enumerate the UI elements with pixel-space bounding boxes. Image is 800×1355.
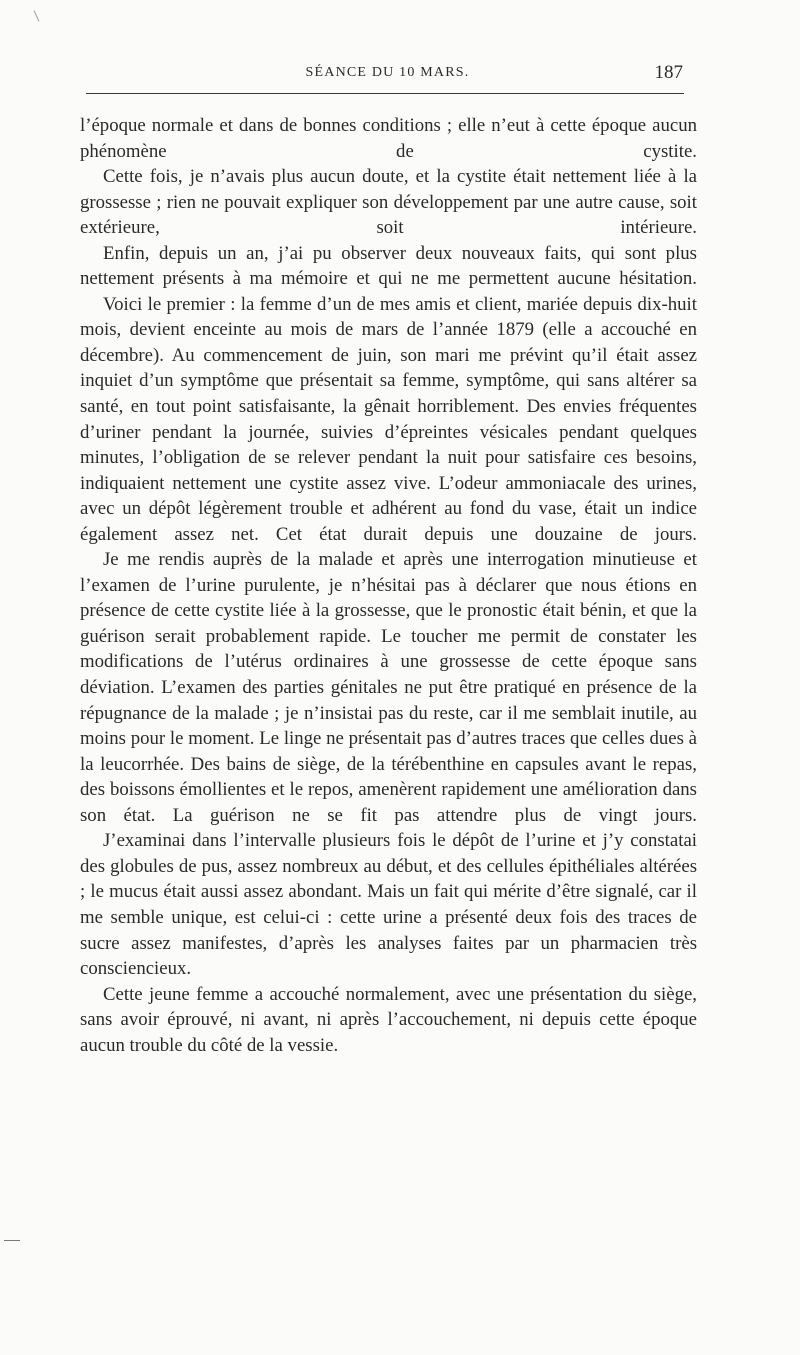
- header-rule: [86, 93, 684, 94]
- paragraph-accouchement: Cette jeune femme a accouché normalement, avec une présentation du siège, sans avoir éprouvé, ni avant, ni après l’accouchement, ni depuis cette époque aucun trouble du côté de la vessie.: [80, 983, 697, 1056]
- page-number: 187: [654, 62, 683, 83]
- running-title: SÉANCE DU 10 MARS.: [305, 65, 470, 80]
- paragraph-continuation: l’époque normale et dans de bonnes conditions ; elle n’eut à cette époque aucun phénomène de cystite.: [80, 115, 697, 162]
- paragraph-examen: Je me rendis auprès de la malade et après une interrogation minutieuse et l’examen de l’urine purulente, je n’hésitai pas à déclarer que nous étions en présence de cette cystite liée à la grossesse, que le pronostic était bénin, et que la guérison serait probablement rapide. Le toucher me permit de constater les modifications de l’utérus ordinaires à une grossesse de cette époque sans déviation. L’examen des parties génitales ne put être pratiqué en présence de la répugnance de la malade ; je n’insistai pas du reste, car il me semblait inutile, au moins pour le moment. Le linge ne présentait pas d’autres traces que celles dues à la leucorrhée. Des bains de siège, de la térébenthine en capsules avant le repas, des boissons émollientes et le repos, amenèrent rapidement une amélioration dans son état. La guérison ne se fit pas attendre plus de vingt jours.: [80, 549, 697, 826]
- scan-mark: [34, 10, 40, 21]
- body-text: [80, 113, 697, 1058]
- paragraph-analyses: J’examinai dans l’intervalle plusieurs fois le dépôt de l’urine et j’y constatai des globules de pus, assez nombreux au début, et des cellules épithéliales altérées ; le mucus était aussi assez abondant. Mais un fait qui mérite d’être signalé, car il me semble unique, est celui-ci : cette urine a présenté deux fois des traces de sucre assez manifestes, d’après les analyses faites par un pharmacien très consciencieux.: [80, 830, 697, 980]
- margin-mark: [4, 1240, 20, 1241]
- paragraph-deux-faits: Enfin, depuis un an, j’ai pu observer deux nouveaux faits, qui sont plus nettement présents à ma mémoire et qui ne me permettent aucune hésitation.: [80, 242, 697, 290]
- running-head: [80, 62, 695, 84]
- paragraph-cystite-liee: Cette fois, je n’avais plus aucun doute, et la cystite était nettement liée à la grossesse ; rien ne pouvait expliquer son développement par une autre cause, soit extérieure, soit intérieure.: [80, 166, 697, 239]
- paragraph-premier-cas: Voici le premier : la femme d’un de mes amis et client, mariée depuis dix-huit mois, devient enceinte au mois de mars de l’année 1879 (elle a accouché en décembre). Au commencement de juin, son mari me prévint qu’il était assez inquiet d’un symptôme que présentait sa femme, symptôme, qui sans altérer sa santé, en tout point satisfaisante, la gênait horriblement. Des envies fréquentes d’uriner pendant la journée, suivies d’épreintes vésicales pendant quelques minutes, l’obligation de se relever pendant la nuit pour satisfaire ces besoins, indiquaient nettement une cystite assez vive. L’odeur ammoniacale des urines, avec un dépôt légèrement trouble et adhérent au fond du vase, était un indice également assez net. Cet état durait depuis une douzaine de jours.: [80, 293, 697, 545]
